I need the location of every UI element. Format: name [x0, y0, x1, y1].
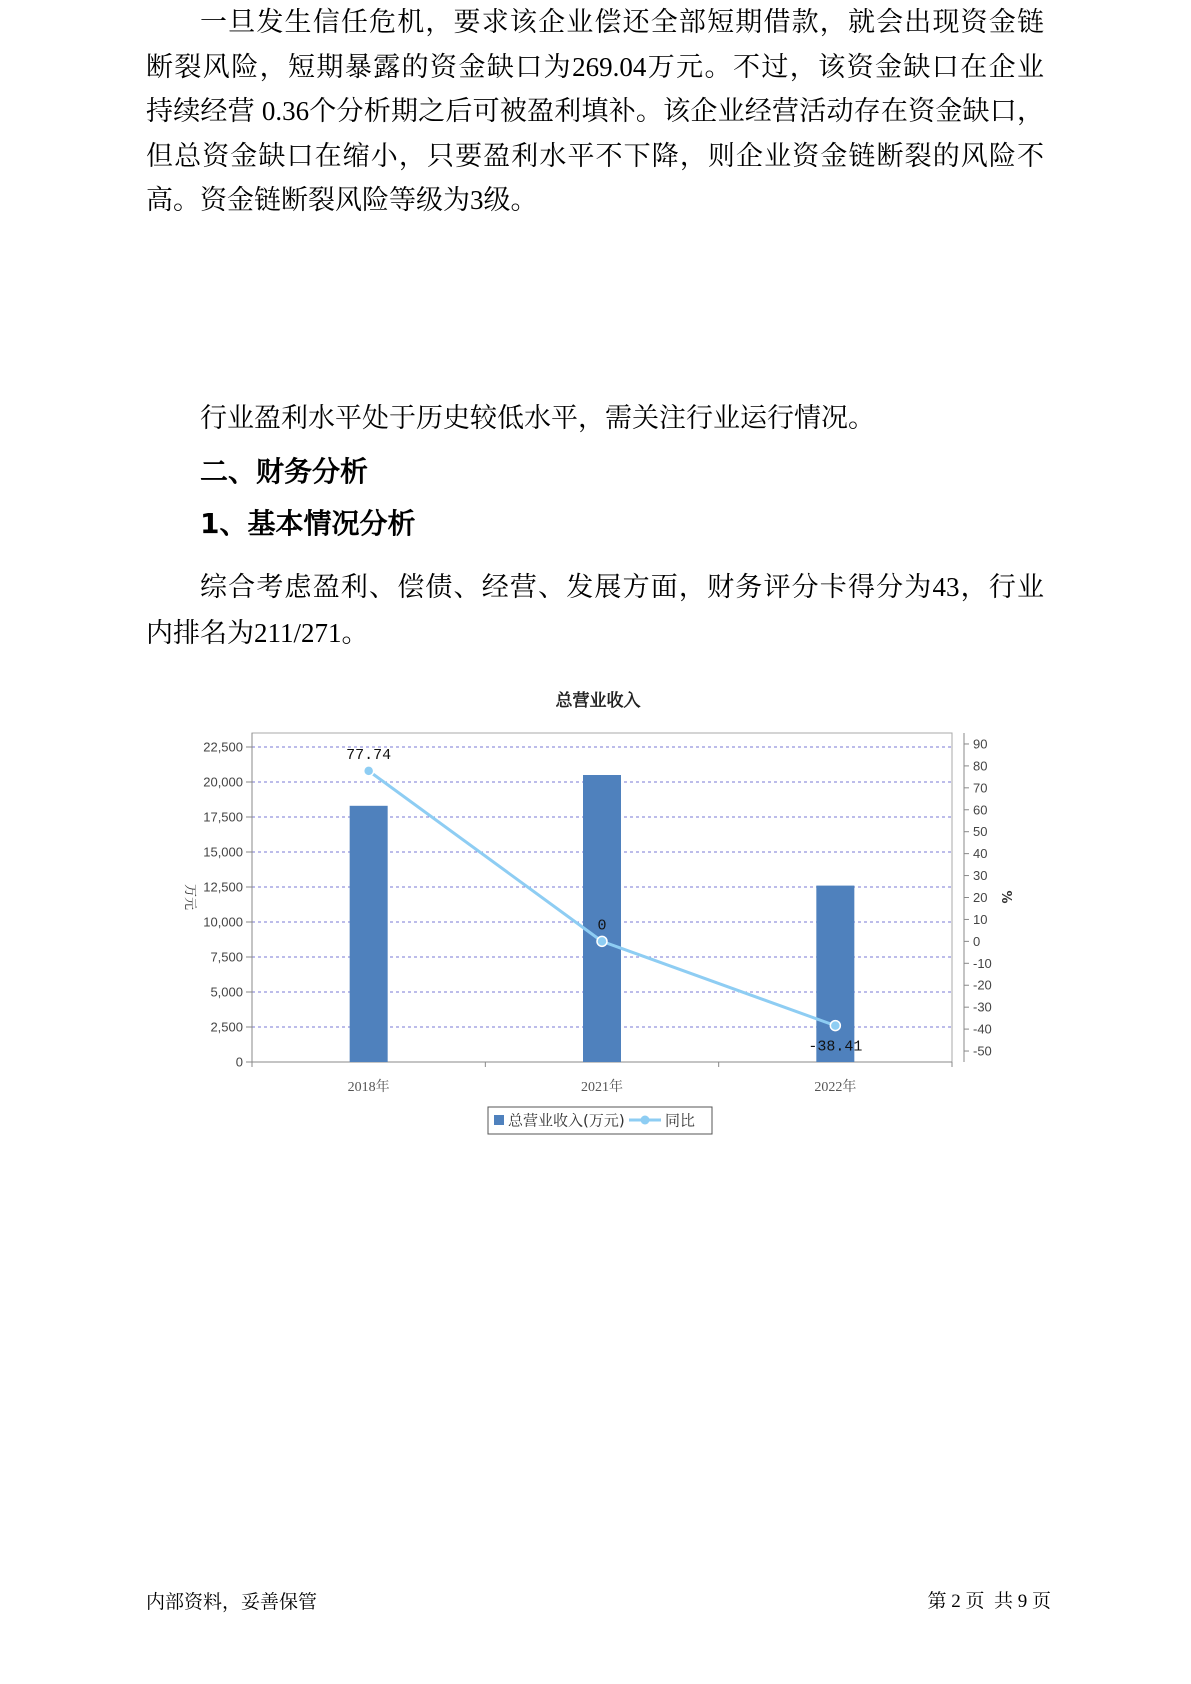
yoy-point-2018 — [364, 766, 374, 776]
y2-tick-label-70: 70 — [973, 780, 988, 796]
section-heading: 二、财务分析 — [200, 455, 369, 488]
footer-page-number: 第 2 页 共 9 页 — [927, 1591, 1051, 1612]
footer-confidential-note: 内部资料，妥善保管 — [146, 1591, 318, 1613]
yoy-label-2021: 0 — [597, 917, 607, 935]
paragraph-line: 综合考虑盈利、偿债、经营、发展方面，财务评分卡得分为43，行业 — [200, 572, 1044, 602]
chart-title: 总营业收入 — [555, 691, 641, 711]
x-tick-label-2022: 2022年 — [814, 1080, 857, 1095]
yoy-point-2022 — [830, 1021, 840, 1031]
y2-tick-label-50: 50 — [973, 824, 988, 840]
y-tick-label-22500: 22,500 — [203, 739, 243, 755]
legend-bar-swatch — [494, 1115, 504, 1125]
y2-tick-label-30: 30 — [973, 868, 988, 884]
y2-tick-label-minus-20: -20 — [973, 977, 992, 993]
legend-line-marker — [641, 1116, 650, 1125]
yoy-label-2018: 77.74 — [346, 746, 392, 764]
y2-tick-label-minus-30: -30 — [973, 999, 992, 1015]
legend-label-revenue: 总营业收入(万元) — [508, 1111, 625, 1130]
y2-tick-label-40: 40 — [973, 846, 988, 862]
revenue-bar-2022 — [816, 886, 854, 1062]
y2-tick-label-10: 10 — [973, 911, 988, 927]
y-tick-label-5000: 5,000 — [210, 984, 243, 1000]
paragraph-industry — [146, 396, 1044, 441]
paragraph-line: 一旦发生信任危机，要求该企业偿还全部短期借款，就会出现资金链 — [200, 7, 1044, 37]
x-tick-label-2021: 2021年 — [581, 1080, 623, 1095]
yoy-label-2022: -38.41 — [808, 1038, 863, 1056]
y-tick-label-17500: 17,500 — [203, 809, 243, 825]
y2-tick-label-minus-50: -50 — [973, 1043, 992, 1059]
y2-tick-label-20: 20 — [973, 890, 988, 905]
y-tick-label-0: 0 — [235, 1054, 243, 1070]
yoy-point-2021 — [597, 936, 607, 946]
paragraph-line: 但总资金缺口在缩小，只要盈利水平不下降，则企业资金链断裂的风险不 — [146, 140, 1044, 171]
revenue-bar-2018 — [350, 806, 388, 1062]
paragraph-scorecard — [146, 564, 1044, 656]
y-tick-label-10000: 10,000 — [203, 914, 243, 930]
paragraph-line: 行业盈利水平处于历史较低水平，需关注行业运行情况。 — [200, 403, 875, 433]
paragraph-line: 内排名为211/271。 — [146, 618, 369, 648]
y2-tick-label-80: 80 — [973, 758, 988, 774]
y-axis-label: 万元 — [182, 883, 197, 911]
y2-tick-label-minus-40: -40 — [973, 1021, 992, 1037]
paragraph-line: 断裂风险，短期暴露的资金缺口为269.04万元。不过，该资金缺口在企业 — [146, 51, 1044, 82]
y2-tick-label-90: 90 — [973, 736, 988, 752]
y-tick-label-7500: 7,500 — [210, 949, 243, 965]
y-tick-label-2500: 2,500 — [210, 1019, 243, 1035]
y2-axis-label: % — [998, 890, 1013, 904]
paragraph-liquidity-risk — [146, 0, 1044, 223]
x-tick-label-2018: 2018年 — [347, 1080, 390, 1095]
y2-tick-label-60: 60 — [973, 802, 988, 818]
y-tick-label-20000: 20,000 — [203, 774, 243, 790]
legend — [488, 1107, 712, 1134]
y2-tick-label-minus-10: -10 — [973, 955, 992, 971]
y-tick-label-15000: 15,000 — [203, 844, 243, 860]
revenue-chart — [150, 680, 1050, 1150]
paragraph-line: 高。资金链断裂风险等级为3级。 — [146, 185, 538, 215]
legend-label-yoy: 同比 — [665, 1111, 696, 1130]
x-axis-labels — [348, 1078, 857, 1095]
y2-tick-label-0: 0 — [973, 933, 981, 949]
paragraph-line: 持续经营 0.36个分析期之后可被盈利填补。该企业经营活动存在资金缺口， — [146, 96, 1044, 126]
subsection-heading: 1、基本情况分析 — [200, 507, 416, 540]
y-tick-label-12500: 12,500 — [203, 879, 243, 895]
